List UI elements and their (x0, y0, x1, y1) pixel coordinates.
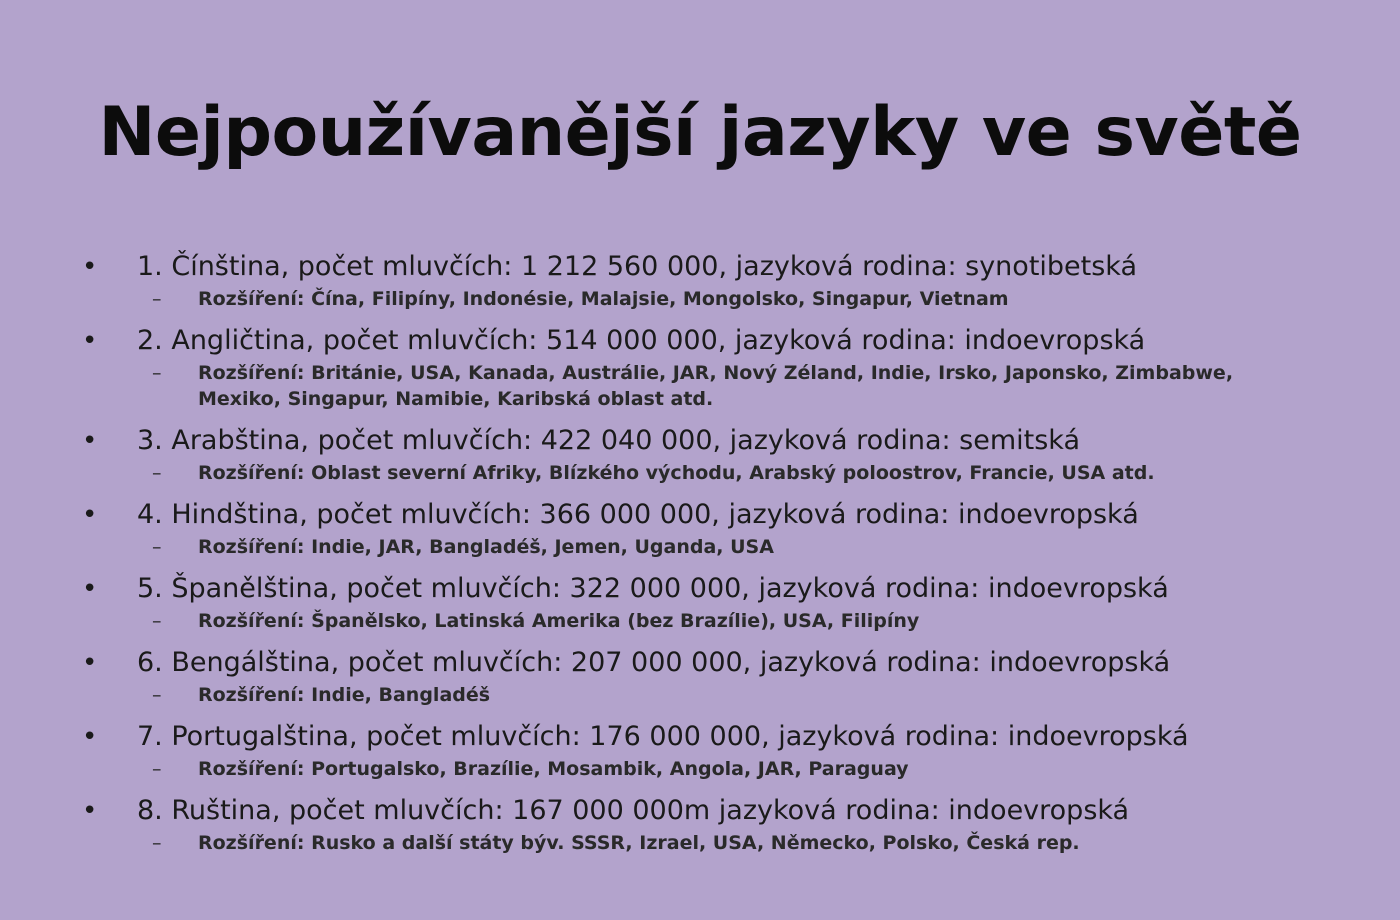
list-item (82, 322, 1322, 412)
item-subtext: Rozšíření: Portugalsko, Brazílie, Mosambik, Angola, JAR, Paraguay (198, 758, 909, 780)
dash-icon: – (152, 288, 162, 310)
list-item (82, 644, 1322, 708)
item-text: 8. Ruština, počet mluvčích: 167 000 000m jazyková rodina: indoevropská (137, 795, 1130, 826)
item-subtext: Rozšíření: Rusko a další státy býv. SSSR, Izrael, USA, Německo, Polsko, Česká rep. (198, 832, 1080, 854)
bullet-icon: • (82, 252, 98, 282)
item-text: 4. Hindština, počet mluvčích: 366 000 000, jazyková rodina: indoevropská (137, 499, 1139, 530)
item-subtext: Rozšíření: Čína, Filipíny, Indonésie, Malajsie, Mongolsko, Singapur, Vietnam (198, 288, 1009, 310)
item-subtext: Rozšíření: Španělsko, Latinská Amerika (bez Brazílie), USA, Filipíny (198, 610, 920, 632)
list-item (82, 496, 1322, 560)
item-text: 3. Arabština, počet mluvčích: 422 040 000, jazyková rodina: semitská (137, 425, 1081, 456)
list-item (82, 792, 1322, 856)
bullet-icon: • (82, 326, 98, 356)
dash-icon: – (152, 758, 162, 780)
language-list (82, 248, 1322, 866)
bullet-icon: • (82, 796, 98, 826)
dash-icon: – (152, 462, 162, 484)
bullet-icon: • (82, 722, 98, 752)
bullet-icon: • (82, 648, 98, 678)
list-item (82, 248, 1322, 312)
item-text: 7. Portugalština, počet mluvčích: 176 000 000, jazyková rodina: indoevropská (137, 721, 1189, 752)
list-item (82, 422, 1322, 486)
dash-icon: – (152, 536, 162, 558)
item-text: 2. Angličtina, počet mluvčích: 514 000 000, jazyková rodina: indoevropská (137, 325, 1146, 356)
list-item (82, 570, 1322, 634)
item-subtext: Rozšíření: Oblast severní Afriky, Blízkého východu, Arabský poloostrov, Francie, USA atd. (198, 462, 1155, 484)
dash-icon: – (152, 832, 162, 854)
dash-icon: – (152, 362, 162, 384)
bullet-icon: • (82, 500, 98, 530)
dash-icon: – (152, 610, 162, 632)
item-subtext: Rozšíření: Indie, Bangladéš (198, 684, 491, 706)
item-text: 6. Bengálština, počet mluvčích: 207 000 000, jazyková rodina: indoevropská (137, 647, 1171, 678)
dash-icon: – (152, 684, 162, 706)
bullet-icon: • (82, 426, 98, 456)
item-subtext: Rozšíření: Británie, USA, Kanada, Austrálie, JAR, Nový Zéland, Indie, Irsko, Japonsko, Zimbabwe, Mexiko, Singapur, Namibie, Karibská oblast atd. (198, 362, 1234, 410)
list-item (82, 718, 1322, 782)
item-text: 1. Čínština, počet mluvčích: 1 212 560 000, jazyková rodina: synotibetská (137, 251, 1138, 282)
item-subtext: Rozšíření: Indie, JAR, Bangladéš, Jemen, Uganda, USA (198, 536, 774, 558)
slide-title: Nejpoužívanější jazyky ve světě (98, 93, 1302, 172)
item-text: 5. Španělština, počet mluvčích: 322 000 000, jazyková rodina: indoevropská (137, 573, 1169, 604)
bullet-icon: • (82, 574, 98, 604)
